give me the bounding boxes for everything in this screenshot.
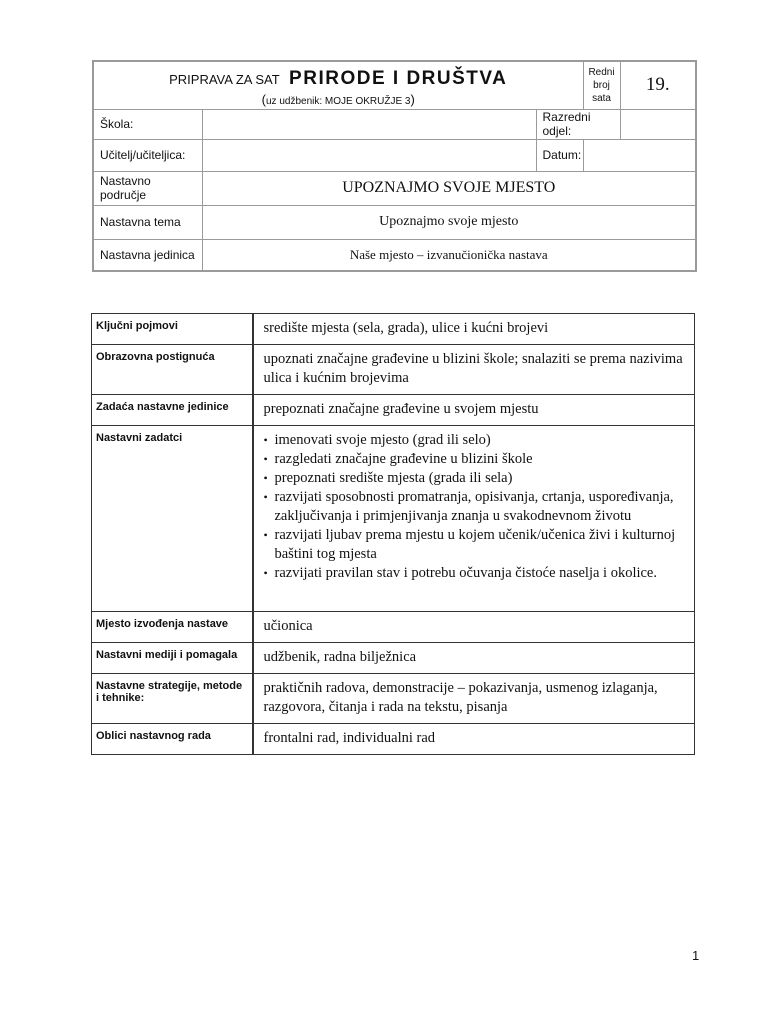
skola-field[interactable] [202,109,536,139]
nastavna-tema-value: Upoznajmo svoje mjesto [202,205,696,239]
lesson-plan-table [91,313,695,755]
document-title [93,61,583,109]
nastavni-zadatci-list [264,431,687,583]
table-row [92,395,695,426]
table-row [92,345,695,395]
nastavne-strategije-label: Nastavne strategije, metode i tehnike: [92,674,253,724]
razredni-odjel-label: Razredni odjel: [536,109,620,139]
list-item: • razvijati ljubav prema mjestu u kojem učenik/učenica živi i kulturnoj baštini tog mjesta [263,527,676,562]
obrazovna-postignuca-value: upoznati značajne građevine u blizini škole; snalaziti se prema nazivima ulica i kućnim brojevima [253,345,695,395]
nastavne-strategije-value: praktičnih radova, demonstracije – pokazivanja, usmenog izlaganja, razgovora, čitanja i rada na tekstu, pisanja [253,674,695,724]
oblici-rada-label: Oblici nastavnog rada [92,724,253,755]
kljucni-pojmovi-value: središte mjesta (sela, grada), ulice i kućni brojevi [253,314,695,345]
mjesto-izvodenja-value: učionica [253,612,695,643]
nastavno-podrucje-value: UPOZNAJMO SVOJE MJESTO [202,171,696,205]
zadaca-value: prepoznati značajne građevine u svojem mjestu [253,395,695,426]
zadaca-label: Zadaća nastavne jedinice [92,395,253,426]
datum-field[interactable] [583,139,696,171]
nastavni-mediji-value: udžbenik, radna bilježnica [253,643,695,674]
table-row [92,314,695,345]
ucitelj-field[interactable] [202,139,536,171]
table-row [92,612,695,643]
ucitelj-label: Učitelj/učiteljica: [93,139,202,171]
nastavna-tema-label: Nastavna tema [93,205,202,239]
nastavni-zadatci-label: Nastavni zadatci [92,426,253,612]
nastavno-podrucje-label: Nastavno područje [93,171,202,205]
list-item: • imenovati svoje mjesto (grad ili selo) [263,432,491,448]
page-number: 1 [692,948,700,963]
title-main: PRIRODE I DRUŠTVA [289,67,508,89]
redni-broj-label: Redni broj sata [583,61,620,109]
table-row [92,674,695,724]
nastavni-zadatci-value [253,426,695,612]
nastavna-jedinica-value: Naše mjesto – izvanučionička nastava [202,239,696,271]
list-item: • prepoznati središte mjesta (grada ili sela) [263,470,513,486]
list-item: • razgledati značajne građevine u blizini škole [263,451,533,467]
obrazovna-postignuca-label: Obrazovna postignuća [92,345,253,395]
list-item: • razvijati sposobnosti promatranja, opisivanja, crtanja, uspoređivanja, zaključivanja i primjenjivanja znanja u svakodnevnom životu [263,489,674,524]
list-item: • razvijati pravilan stav i potrebu očuvanja čistoće naselja i okolice. [263,565,657,581]
kljucni-pojmovi-label: Ključni pojmovi [92,314,253,345]
table-row [92,426,695,612]
lesson-number: 19. [620,61,696,109]
nastavni-mediji-label: Nastavni mediji i pomagala [92,643,253,674]
table-row [92,724,695,755]
title-prefix: PRIPRAVA ZA SAT [169,71,280,87]
mjesto-izvodenja-label: Mjesto izvođenja nastave [92,612,253,643]
subtitle: (uz udžbenik: MOJE OKRUŽJE 3) [261,91,415,107]
datum-label: Datum: [536,139,583,171]
razredni-odjel-field[interactable] [620,109,696,139]
skola-label: Škola: [93,109,202,139]
oblici-rada-value: frontalni rad, individualni rad [253,724,695,755]
subtitle-text: uz udžbenik: MOJE OKRUŽJE 3 [266,95,411,107]
table-row [92,643,695,674]
nastavna-jedinica-label: Nastavna jedinica [93,239,202,271]
header-table [92,60,697,272]
